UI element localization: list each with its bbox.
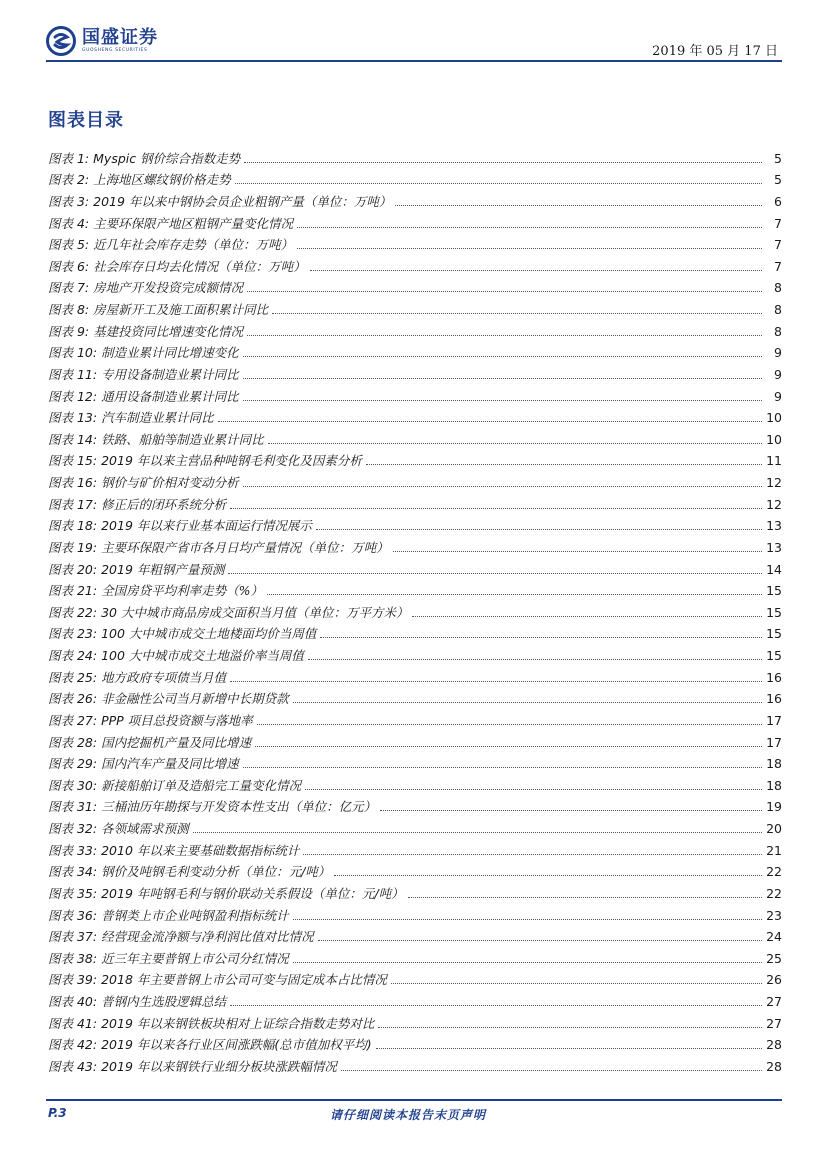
toc-entry-page: 8 (774, 280, 782, 296)
toc-entry-page: 12 (766, 496, 782, 512)
toc-entry-page: 17 (766, 712, 782, 728)
toc-dot-leader (320, 637, 762, 638)
toc-entry-title: 30 大中城市商品房成交面积当月值（单位：万平方米） (101, 604, 409, 620)
toc-entry-title: 经营现金流净额与净利润比值对比情况 (101, 929, 314, 945)
toc-entry-number: 图表 26: (48, 691, 98, 707)
toc-entry-page: 5 (774, 150, 782, 166)
toc-entry-number: 图表 13: (48, 410, 98, 426)
toc-entry-number: 图表 18: (48, 518, 98, 534)
toc-dot-leader (228, 573, 762, 574)
toc-dot-leader (391, 983, 762, 984)
toc-entry-label (48, 972, 387, 987)
toc-entry[interactable] (48, 577, 782, 599)
toc-entry[interactable] (48, 944, 782, 966)
toc-entry[interactable] (48, 231, 782, 253)
toc-entry-page: 23 (766, 907, 782, 923)
toc-entry-label (48, 194, 391, 209)
toc-dot-leader (218, 421, 762, 422)
toc-entry-label (48, 453, 362, 468)
toc-entry-title: 2019 年以来各行业区间涨跌幅(总市值加权平均) (101, 1037, 372, 1053)
toc-dot-leader (268, 443, 762, 444)
toc-entry[interactable] (48, 685, 782, 707)
toc-entry-label (48, 843, 299, 858)
toc-entry[interactable] (48, 923, 782, 945)
toc-dot-leader (247, 335, 762, 336)
toc-dot-leader (334, 875, 762, 876)
toc-dot-leader (366, 464, 762, 465)
toc-entry[interactable] (48, 447, 782, 469)
toc-entry-page: 21 (766, 842, 782, 858)
toc-entry-page: 27 (766, 1015, 782, 1031)
toc-entry-title: 社会库存日均去化情况（单位：万吨） (93, 258, 306, 274)
toc-dot-leader (393, 551, 762, 552)
toc-entry-number: 图表 36: (48, 907, 98, 923)
toc-entry-page: 16 (766, 669, 782, 685)
toc-entry[interactable] (48, 1052, 782, 1074)
toc-entry-title: 普钢内生选股逻辑总结 (101, 994, 227, 1009)
toc-entry-page: 9 (774, 388, 782, 404)
toc-entry-page: 10 (766, 431, 782, 447)
brand-name-cn: 国盛证券 (82, 27, 158, 48)
toc-entry[interactable] (48, 1009, 782, 1031)
toc-entry-page: 6 (774, 193, 782, 209)
toc-entry-number: 图表 15: (48, 453, 98, 469)
toc-entry-title: 2010 年以来主要基础数据指标统计 (101, 842, 300, 858)
toc-entry-number: 图表 12: (48, 388, 98, 404)
figure-table-of-contents (48, 144, 782, 1074)
toc-entry-title: 2019 年粗钢产量预测 (101, 561, 225, 577)
toc-entry-label (48, 432, 264, 447)
toc-entry-label (48, 302, 268, 317)
section-title: 图表目录 (48, 110, 124, 131)
toc-entry-number: 图表 11: (48, 366, 98, 382)
toc-entry-title: 钢价与矿价相对变动分析 (101, 475, 239, 490)
toc-entry[interactable] (48, 814, 782, 836)
toc-entry-title: 100 大中城市成交土地楼面均价当周值 (101, 626, 317, 642)
toc-entry[interactable] (48, 425, 782, 447)
toc-entry-title: 新接船舶订单及造船完工量变化情况 (101, 777, 302, 793)
toc-dot-leader (297, 227, 762, 228)
toc-entry-page: 27 (766, 994, 782, 1009)
toc-entry[interactable] (48, 901, 782, 923)
toc-entry-label (48, 691, 289, 706)
toc-dot-leader (247, 291, 762, 292)
page-header (46, 22, 782, 62)
toc-dot-leader (303, 854, 762, 855)
toc-entry-number: 图表 23: (48, 626, 98, 642)
toc-entry-label (48, 951, 289, 966)
toc-entry-label (48, 756, 239, 771)
toc-entry-number: 图表 17: (48, 496, 98, 512)
toc-entry-number: 图表 19: (48, 539, 98, 555)
toc-entry-title: 普钢类上市企业吨钢盈利指标统计 (101, 907, 289, 923)
toc-entry-number: 图表 30: (48, 777, 98, 793)
toc-entry-title: 房地产开发投资完成额情况 (93, 280, 244, 296)
toc-entry[interactable] (48, 771, 782, 793)
toc-entry[interactable] (48, 490, 782, 512)
toc-entry-label (48, 929, 314, 944)
toc-entry-title: 铁路、船舶等制造业累计同比 (101, 431, 264, 447)
toc-entry-label (48, 151, 240, 166)
brand-logo-icon (46, 26, 76, 56)
toc-entry-label (48, 886, 404, 901)
toc-entry-number: 图表 43: (48, 1058, 98, 1074)
toc-entry-page: 5 (774, 172, 782, 188)
toc-entry-title: 2019 年吨钢毛利与钢价联动关系假设（单位：元/吨） (101, 885, 404, 901)
toc-entry-label (48, 367, 239, 382)
toc-dot-leader (341, 1070, 762, 1071)
toc-entry-page: 18 (766, 777, 782, 793)
toc-dot-leader (235, 183, 762, 184)
toc-entry-label (48, 1037, 372, 1052)
toc-entry-number: 图表 3: (48, 193, 90, 209)
toc-entry-page: 22 (766, 864, 782, 880)
toc-entry-title: 上海地区螺纹钢价格走势 (93, 172, 231, 188)
toc-entry-label (48, 497, 226, 512)
toc-entry-page: 28 (766, 1037, 782, 1053)
toc-entry-page: 15 (766, 583, 782, 599)
toc-entry[interactable] (48, 641, 782, 663)
toc-entry-number: 图表 34: (48, 864, 98, 880)
toc-entry-label (48, 778, 301, 793)
toc-entry-number: 图表 5: (48, 237, 90, 253)
toc-entry-number: 图表 2: (48, 172, 90, 188)
toc-entry-number: 图表 35: (48, 885, 98, 901)
toc-entry-page: 19 (766, 799, 782, 815)
toc-entry-title: 房屋新开工及施工面积累计同比 (93, 302, 269, 317)
toc-entry-page: 22 (766, 885, 782, 901)
toc-entry-page: 17 (766, 734, 782, 750)
toc-entry-title: 制造业累计同比增速变化 (101, 345, 239, 361)
toc-entry-number: 图表 22: (48, 604, 98, 620)
toc-dot-leader (244, 162, 762, 163)
toc-entry[interactable] (48, 836, 782, 858)
toc-dot-leader (293, 702, 762, 703)
toc-entry-number: 图表 10: (48, 345, 98, 361)
toc-dot-leader (308, 659, 762, 660)
toc-entry-label (48, 1059, 337, 1074)
toc-dot-leader (293, 962, 762, 963)
toc-entry-label (48, 410, 214, 425)
toc-dot-leader (305, 789, 762, 790)
toc-dot-leader (193, 832, 762, 833)
toc-dot-leader (255, 746, 762, 747)
toc-entry[interactable] (48, 879, 782, 901)
toc-dot-leader (243, 378, 762, 379)
toc-entry-number: 图表 29: (48, 756, 98, 772)
toc-entry[interactable] (48, 620, 782, 642)
toc-entry[interactable] (48, 187, 782, 209)
toc-entry-label (48, 735, 251, 750)
page-number: P.3 (48, 1106, 67, 1120)
toc-entry-page: 12 (766, 475, 782, 490)
toc-dot-leader (408, 897, 762, 898)
toc-entry[interactable] (48, 858, 782, 880)
toc-dot-leader (272, 313, 762, 314)
toc-dot-leader (230, 508, 762, 509)
toc-entry-page: 18 (766, 756, 782, 772)
toc-entry-label (48, 583, 263, 598)
toc-entry-title: 近几年社会库存走势（单位：万吨） (93, 237, 294, 253)
toc-dot-leader (243, 356, 762, 357)
toc-dot-leader (378, 1027, 762, 1028)
toc-entry-number: 图表 25: (48, 669, 98, 685)
toc-entry[interactable] (48, 404, 782, 426)
toc-entry-label (48, 648, 304, 663)
toc-entry-page: 14 (766, 561, 782, 577)
toc-entry-page: 15 (766, 604, 782, 620)
toc-entry-label (48, 324, 243, 339)
toc-entry-number: 图表 6: (48, 258, 90, 274)
toc-entry-number: 图表 9: (48, 323, 90, 339)
header-divider (46, 60, 782, 62)
toc-entry-number: 图表 39: (48, 972, 98, 988)
toc-dot-leader (297, 248, 762, 249)
toc-entry-title: 2019 年以来钢铁行业细分板块涨跌幅情况 (101, 1058, 337, 1074)
disclaimer-note: 请仔细阅读本报告末页声明 (330, 1108, 487, 1122)
toc-entry-number: 图表 1: (48, 150, 90, 166)
toc-entry-title: 2019 年以来主营品种吨钢毛利变化及因素分析 (101, 453, 362, 469)
toc-entry-page: 10 (766, 410, 782, 426)
toc-entry-number: 图表 40: (48, 994, 98, 1009)
toc-dot-leader (316, 529, 762, 530)
toc-entry-title: 非金融性公司当月新增中长期贷款 (101, 691, 289, 707)
toc-dot-leader (267, 594, 762, 595)
brand-logo (46, 26, 158, 56)
toc-entry-label (48, 994, 226, 1009)
toc-entry-page: 9 (774, 366, 782, 382)
toc-dot-leader (230, 681, 762, 682)
toc-entry-title: 100 大中城市成交土地溢价率当周值 (101, 648, 304, 663)
toc-entry-title: 主要环保限产地区粗钢产量变化情况 (93, 215, 294, 231)
toc-entry-label (48, 345, 239, 360)
toc-entry-title: 全国房贷平均利率走势（%） (101, 583, 263, 599)
toc-entry-label (48, 605, 408, 620)
toc-entry-title: 通用设备制造业累计同比 (101, 388, 239, 404)
brand-name-en: GUOSHENG SECURITIES (82, 48, 148, 53)
toc-entry-title: 钢价及吨钢毛利变动分析（单位：元/吨） (101, 864, 331, 880)
toc-entry[interactable] (48, 274, 782, 296)
toc-entry[interactable] (48, 728, 782, 750)
toc-entry-label (48, 562, 224, 577)
toc-dot-leader (380, 810, 762, 811)
toc-entry-label (48, 540, 389, 555)
toc-entry-label (48, 908, 289, 923)
toc-entry-title: 修正后的闭环系统分析 (101, 496, 227, 512)
toc-dot-leader (243, 767, 762, 768)
toc-dot-leader (293, 919, 762, 920)
toc-entry-title: 地方政府专项债当月值 (101, 669, 227, 685)
toc-dot-leader (395, 205, 762, 206)
toc-entry[interactable] (48, 166, 782, 188)
toc-entry-page: 15 (766, 648, 782, 663)
toc-entry-title: 基建投资同比增速变化情况 (93, 323, 244, 339)
toc-dot-leader (230, 1005, 762, 1006)
toc-entry-number: 图表 27: (48, 712, 98, 728)
toc-entry[interactable] (48, 706, 782, 728)
toc-entry[interactable] (48, 987, 782, 1009)
toc-entry-title: PPP 项目总投资额与落地率 (101, 712, 253, 728)
toc-entry-page: 11 (766, 453, 782, 469)
toc-entry-number: 图表 31: (48, 799, 98, 815)
toc-entry-label (48, 475, 239, 490)
toc-entry-page: 9 (774, 345, 782, 361)
toc-entry-number: 图表 21: (48, 583, 98, 599)
toc-entry-label (48, 237, 293, 252)
toc-entry[interactable] (48, 793, 782, 815)
toc-entry-label (48, 821, 189, 836)
toc-entry[interactable] (48, 209, 782, 231)
toc-entry-number: 图表 16: (48, 475, 98, 490)
toc-entry-title: 2019 年以来行业基本面运行情况展示 (101, 518, 312, 534)
toc-entry-number: 图表 14: (48, 431, 98, 447)
toc-dot-leader (318, 940, 762, 941)
toc-entry-page: 20 (766, 821, 782, 836)
toc-entry-title: 各领域需求预测 (101, 821, 189, 836)
toc-entry-page: 7 (774, 237, 782, 253)
toc-entry-title: 2019 年以来钢铁板块相对上证综合指数走势对比 (101, 1015, 375, 1031)
toc-entry[interactable] (48, 144, 782, 166)
toc-entry[interactable] (48, 512, 782, 534)
toc-entry-label (48, 799, 376, 814)
toc-entry-label (48, 216, 293, 231)
toc-entry-label (48, 389, 239, 404)
toc-entry-label (48, 280, 243, 295)
toc-entry-page: 13 (766, 518, 782, 534)
toc-entry-number: 图表 8: (48, 302, 90, 317)
toc-entry-page: 15 (766, 626, 782, 642)
toc-entry-page: 7 (774, 258, 782, 274)
toc-entry[interactable] (48, 339, 782, 361)
toc-entry[interactable] (48, 295, 782, 317)
toc-entry-label (48, 713, 253, 728)
toc-entry-number: 图表 33: (48, 842, 98, 858)
toc-dot-leader (257, 724, 762, 725)
toc-entry-label (48, 1016, 374, 1031)
toc-dot-leader (243, 400, 762, 401)
toc-entry-number: 图表 38: (48, 950, 98, 966)
toc-dot-leader (310, 270, 762, 271)
toc-entry[interactable] (48, 360, 782, 382)
toc-entry[interactable] (48, 317, 782, 339)
toc-entry-page: 7 (774, 215, 782, 231)
toc-entry-label (48, 259, 306, 274)
toc-entry[interactable] (48, 533, 782, 555)
toc-entry-title: Myspic 钢价综合指数走势 (93, 150, 241, 166)
toc-entry[interactable] (48, 1031, 782, 1053)
toc-dot-leader (412, 616, 762, 617)
toc-entry-number: 图表 42: (48, 1037, 98, 1053)
toc-entry-title: 国内挖掘机产量及同比增速 (101, 734, 252, 750)
toc-entry-label (48, 626, 316, 641)
toc-entry-number: 图表 7: (48, 280, 90, 296)
toc-entry-title: 2019 年以来中钢协会员企业粗钢产量（单位：万吨） (93, 193, 392, 209)
toc-entry-page: 26 (766, 972, 782, 988)
toc-entry-page: 13 (766, 539, 782, 555)
toc-entry-label (48, 670, 226, 685)
toc-entry-number: 图表 4: (48, 215, 90, 231)
toc-entry-page: 28 (766, 1058, 782, 1074)
toc-entry[interactable] (48, 382, 782, 404)
toc-entry-label (48, 518, 312, 533)
toc-entry-page: 8 (774, 323, 782, 339)
report-date: 2019 年 05 月 17 日 (652, 44, 778, 59)
toc-entry[interactable] (48, 598, 782, 620)
footer-divider (46, 1099, 782, 1101)
toc-entry-page: 24 (766, 929, 782, 945)
toc-entry-number: 图表 20: (48, 561, 98, 577)
toc-entry-number: 图表 37: (48, 929, 98, 945)
toc-dot-leader (243, 486, 762, 487)
toc-entry-number: 图表 24: (48, 648, 98, 663)
toc-entry-title: 2018 年主要普钢上市公司可变与固定成本占比情况 (101, 972, 387, 988)
toc-entry[interactable] (48, 966, 782, 988)
toc-entry-title: 专用设备制造业累计同比 (101, 366, 239, 382)
toc-entry[interactable] (48, 663, 782, 685)
toc-entry-label (48, 864, 330, 879)
toc-dot-leader (376, 1048, 762, 1049)
toc-entry-title: 近三年主要普钢上市公司分红情况 (101, 950, 289, 966)
toc-entry[interactable] (48, 555, 782, 577)
toc-entry[interactable] (48, 468, 782, 490)
toc-entry[interactable] (48, 750, 782, 772)
toc-entry-title: 国内汽车产量及同比增速 (101, 756, 239, 772)
toc-entry[interactable] (48, 252, 782, 274)
toc-entry-number: 图表 28: (48, 734, 98, 750)
toc-entry-number: 图表 41: (48, 1015, 98, 1031)
toc-entry-page: 16 (766, 691, 782, 707)
toc-entry-page: 25 (766, 950, 782, 966)
toc-entry-title: 三桶油历年勘探与开发资本性支出（单位：亿元） (101, 799, 377, 815)
toc-entry-page: 8 (774, 302, 782, 317)
toc-entry-label (48, 172, 231, 187)
toc-entry-title: 汽车制造业累计同比 (101, 410, 214, 426)
toc-entry-title: 主要环保限产省市各月日均产量情况（单位：万吨） (101, 539, 389, 555)
toc-entry-number: 图表 32: (48, 821, 98, 836)
